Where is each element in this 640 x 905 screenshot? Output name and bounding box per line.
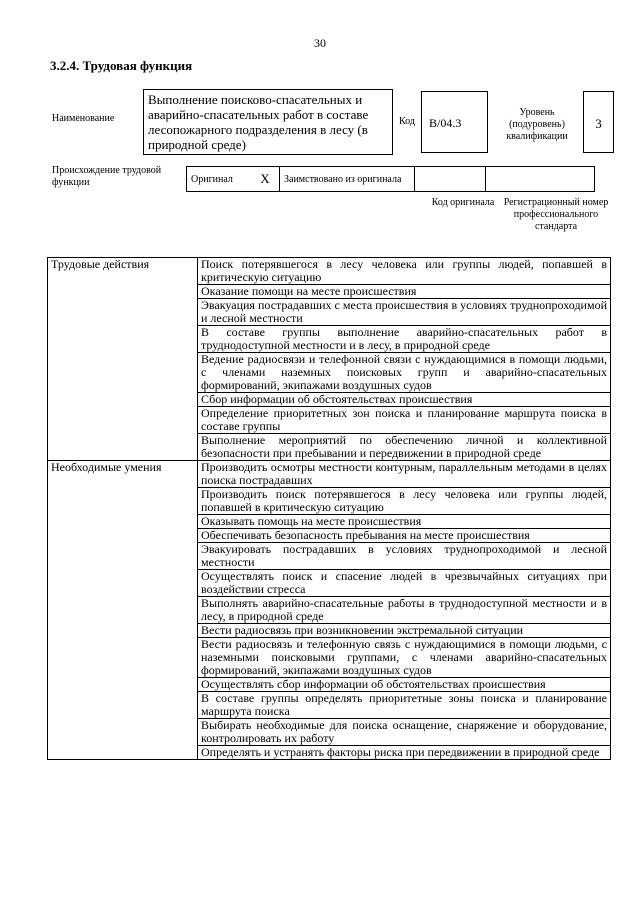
table-row xyxy=(48,461,611,488)
borrowed-label: Заимствовано из оригинала xyxy=(280,167,415,192)
section-item: Эвакуация пострадавших с места происшествия в условиях труднопроходимой и лесной местности xyxy=(198,299,611,326)
section-item: Производить осмотры местности контурным, параллельным методами в целях поиска пострадавших xyxy=(198,461,611,488)
section-item: Обеспечивать безопасность пребывания на месте происшествия xyxy=(198,529,611,543)
qualification-level-value: 3 xyxy=(583,91,614,153)
section-item: Оказание помощи на месте происшествия xyxy=(198,285,611,299)
origin-table xyxy=(186,166,595,192)
function-details-table xyxy=(47,257,611,760)
section-item: Сбор информации об обстоятельствах происшествия xyxy=(198,393,611,407)
name-label: Наименование xyxy=(52,113,115,124)
qualification-level-label: Уровень (подуровень) квалификации xyxy=(506,107,568,142)
section-item: Выполнение мероприятий по обеспечению личной и коллективной безопасности при пребывании и передвижении в природной среде xyxy=(198,434,611,461)
function-code-value: B/04.3 xyxy=(421,91,488,153)
section-item: В составе группы определять приоритетные зоны поиска и планирование маршрута поиска xyxy=(198,692,611,719)
section-item: В составе группы выполнение аварийно-спасательных работ в труднодоступной местности и в лесу, в природной среде xyxy=(198,326,611,353)
section-title: 3.2.4. Трудовая функция xyxy=(50,58,193,73)
section-item: Вести радиосвязь и телефонную связь с нуждающимися в помощи людьми, с наземными поисковыми группами, с членами аварийно-спасательных формирований, экипажами воздушных судов xyxy=(198,638,611,678)
page-number: 30 xyxy=(314,36,326,50)
section-item: Ведение радиосвязи и телефонной связи с нуждающимися в помощи людьми, с членами наземных поисковых групп и аварийно-спасательных формирований, экипажами воздушных судов xyxy=(198,353,611,393)
section-item: Осуществлять поиск и спасение людей в чрезвычайных ситуациях при воздействии стресса xyxy=(198,570,611,597)
section-item: Осуществлять сбор информации об обстоятельствах происшествия xyxy=(198,678,611,692)
section-item: Выполнять аварийно-спасательные работы в труднодоступной местности и в лесу, в природной среде xyxy=(198,597,611,624)
section-title-cell: Необходимые умения xyxy=(48,461,198,760)
section-item: Определение приоритетных зон поиска и планирование маршрута поиска в составе группы xyxy=(198,407,611,434)
section-item: Эвакуировать пострадавших в условиях труднопроходимой и лесной местности xyxy=(198,543,611,570)
original-label: Оригинал xyxy=(187,167,252,192)
original-code-cell xyxy=(415,167,486,192)
section-item: Выбирать необходимые для поиска оснащение, снаряжение и оборудование, контролировать их работу xyxy=(198,719,611,746)
section-item: Вести радиосвязь при возникновении экстремальной ситуации xyxy=(198,624,611,638)
section-item: Поиск потерявшегося в лесу человека или группы людей, попавшей в критическую ситуацию xyxy=(198,258,611,285)
original-mark: X xyxy=(251,167,280,192)
code-label: Код xyxy=(399,116,415,127)
section-item: Производить поиск потерявшегося в лесу человека или группы людей, попавшей в критическую ситуацию xyxy=(198,488,611,515)
section-title-cell: Трудовые действия xyxy=(48,258,198,461)
section-item: Определять и устранять факторы риска при передвижении в природной среде xyxy=(198,746,611,760)
function-name-value: Выполнение поисково-спасательных и аварийно-спасательных работ в составе лесопожарного подразделения в лесу (в природной среде) xyxy=(143,89,393,155)
section-item: Оказывать помощь на месте происшествия xyxy=(198,515,611,529)
original-code-caption: Код оригинала xyxy=(431,197,495,208)
registration-number-caption: Регистрационный номер профессионального стандарта xyxy=(503,197,609,232)
origin-label: Происхождение трудовой функции xyxy=(52,165,162,188)
table-row xyxy=(48,258,611,285)
registration-number-cell xyxy=(486,167,595,192)
